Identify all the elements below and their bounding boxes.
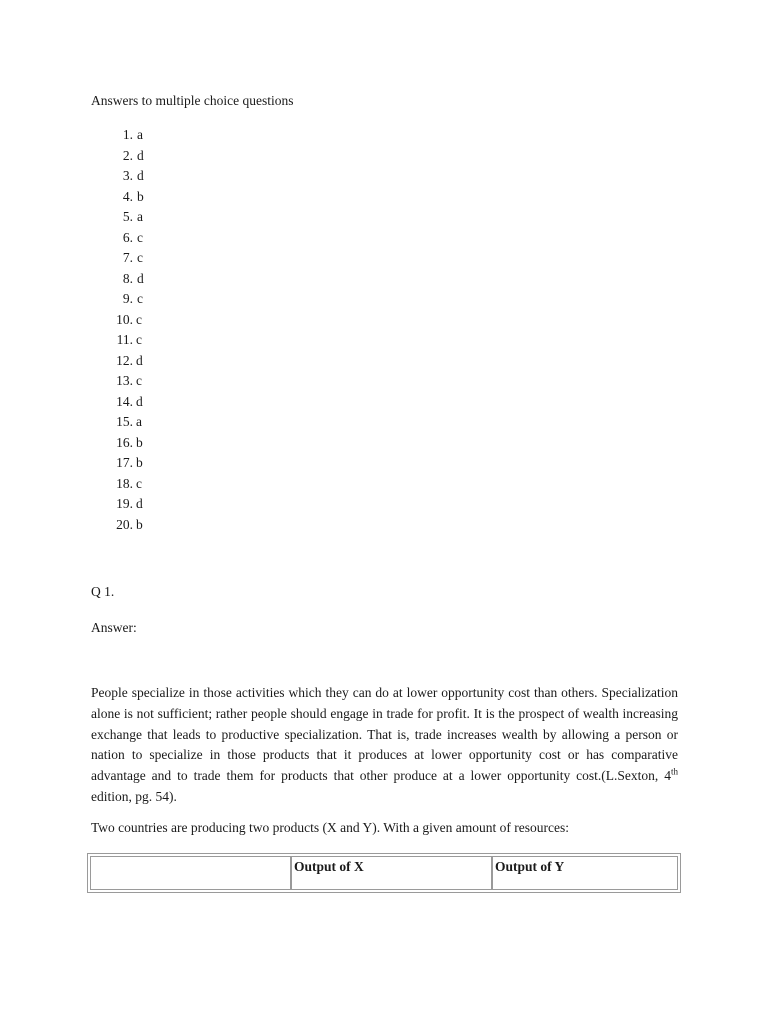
answer-choice: d [137, 147, 144, 163]
answer-number: 14. [116, 393, 133, 409]
answer-choice: b [136, 434, 143, 450]
answer-number: 5. [122, 209, 133, 224]
header-cell-output-x: Output of X [291, 856, 492, 890]
answer-choice: d [136, 393, 143, 409]
answer-number: 12. [116, 352, 133, 368]
answer-choice: d [136, 496, 143, 511]
answer-number: 2. [122, 147, 133, 163]
output-table [90, 856, 678, 890]
answer-choice: c [137, 291, 143, 306]
answer-list-item [91, 291, 144, 312]
answer-number: 17. [116, 455, 133, 470]
answer-choice: a [137, 209, 143, 224]
answer-choice: d [137, 270, 144, 286]
answer-list-item [91, 148, 144, 169]
answer-list-item [91, 435, 144, 456]
answer-number: 3. [122, 168, 133, 183]
answer-number: 10. [116, 311, 133, 327]
answer-list-item [91, 414, 144, 435]
answer-number: 20. [116, 516, 133, 532]
answer-list-item [91, 496, 144, 517]
answer-list-item [91, 353, 144, 374]
answer-choice: d [137, 168, 144, 183]
answer-number: 16. [116, 434, 133, 450]
answer-choice: c [136, 373, 142, 388]
answer-choice: c [136, 311, 142, 327]
answer-list-item [91, 455, 144, 476]
answer-number: 4. [122, 188, 133, 204]
paragraph-end: edition, pg. 54). [91, 788, 177, 804]
answer-number: 11. [116, 332, 133, 347]
answer-choice: c [137, 229, 143, 245]
answer-list-item [91, 373, 144, 394]
header-cell-blank [90, 856, 291, 890]
answer-number: 9. [122, 291, 133, 306]
answer-list-item [91, 189, 144, 210]
answer-list-item [91, 312, 144, 333]
answer-list-item [91, 517, 144, 538]
answer-list-item [91, 168, 144, 189]
answer-choice: b [137, 188, 144, 204]
answer-number: 1. [122, 127, 133, 142]
answer-number: 19. [116, 496, 133, 511]
answer-choice: a [137, 127, 143, 142]
table-intro: Two countries are producing two products (X and Y). With a given amount of resources: [91, 820, 570, 835]
answer-choice: b [136, 455, 143, 470]
header-cell-output-y: Output of Y [492, 856, 678, 890]
answer-list-item [91, 332, 144, 353]
answer-paragraph [91, 683, 678, 808]
section-heading: Answers to multiple choice questions [91, 93, 294, 108]
paragraph-text: People specialize in those activities which they can do at lower opportunity cost than others. Specialization alone is not sufficient; rather people should engage in trade for profit. It is the prospect of wealth increasing exchange that leads to productive specialization. That is, trade increases wealth by allowing a person or nation to specialize in those products that it produces at lower opportunity cost or has comparative advantage and to trade them for products that other produce at a lower opportunity cost.(L.Sexton, 4 [91, 685, 678, 784]
answer-list-item [91, 476, 144, 497]
question-label: Q 1. [91, 584, 115, 599]
answer-list-item [91, 209, 144, 230]
answer-number: 7. [122, 250, 133, 265]
answer-list-item [91, 230, 144, 251]
answer-choice: c [136, 475, 142, 491]
answer-choice: c [136, 332, 142, 347]
answer-label: Answer: [91, 620, 137, 635]
table-header-row [90, 856, 678, 890]
answer-choice: c [137, 250, 143, 265]
answer-number: 18. [116, 475, 133, 491]
output-table-frame [87, 853, 681, 893]
answer-choice: b [136, 516, 143, 532]
answer-list-item [91, 250, 144, 271]
answer-list [91, 127, 144, 537]
answer-number: 6. [122, 229, 133, 245]
answer-list-item [91, 394, 144, 415]
answer-number: 13. [116, 373, 133, 388]
answer-choice: a [136, 414, 142, 429]
superscript: th [670, 766, 678, 777]
answer-number: 8. [122, 270, 133, 286]
answer-list-item [91, 127, 144, 148]
answer-list-item [91, 271, 144, 292]
answer-number: 15. [116, 414, 133, 429]
answer-choice: d [136, 352, 143, 368]
